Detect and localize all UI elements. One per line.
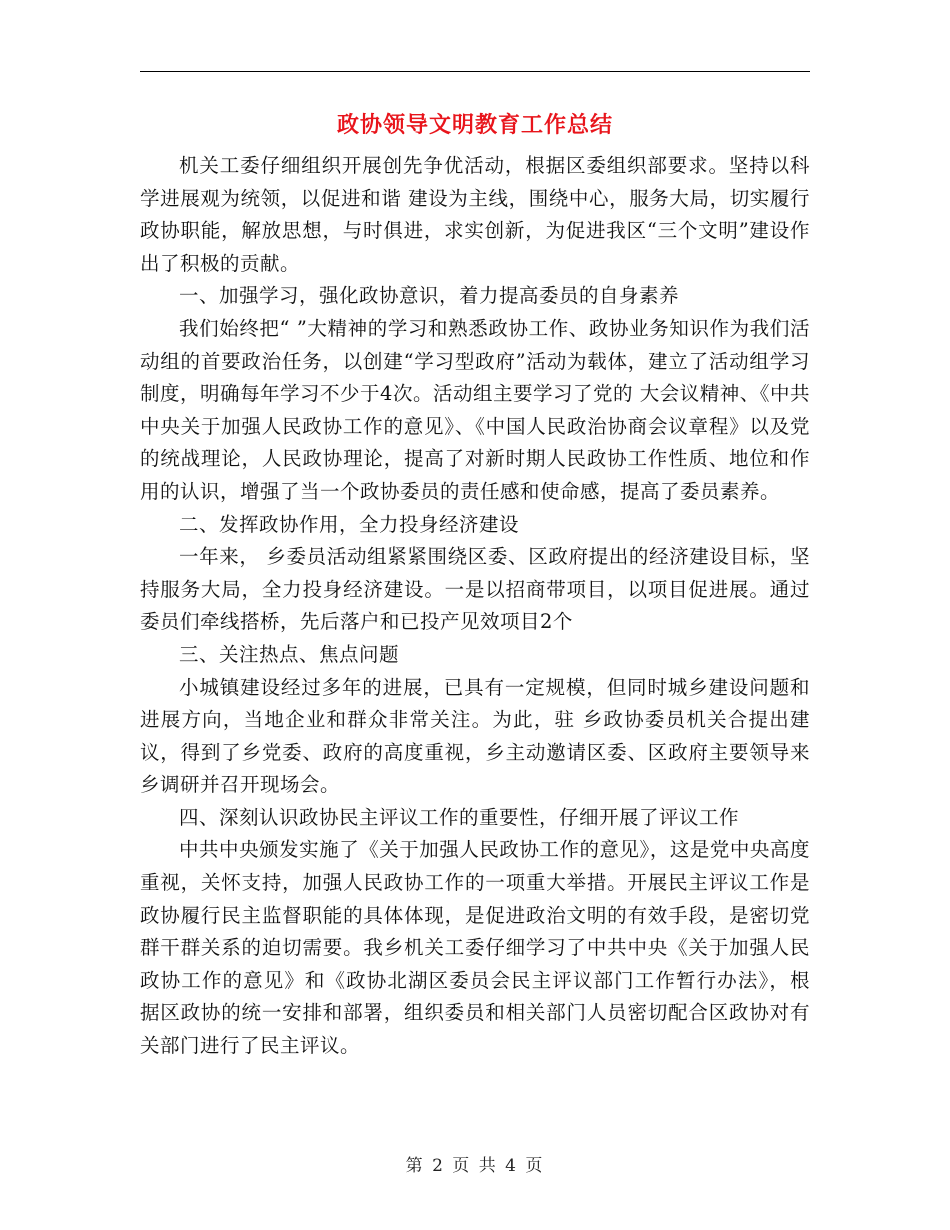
page-number-footer: 第 2 页 共 4 页 (405, 1156, 545, 1176)
section-4-paragraph: 中共中央颁发实施了《关于加强人民政协工作的意见》，这是党中央高度重视，关怀支持，加强人民政协工作的一项重大举措。开展民主评议工作是政协履行民主监督职能的具体体现，是促进政治文明的有效手段，是密切党群干群关系的迫切需要。我乡机关工委仔细学习了中共中央《关于加强人民政协工作的意见》和《政协北湖区委员会民主评议部门工作暂行办法》，根据区政协的统一安排和部署，组织委员和相关部门人员密切配合区政协对有关部门进行了民主评议。 (140, 838, 810, 1058)
header-rule (140, 71, 810, 72)
intro-paragraph: 机关工委仔细组织开展创先争优活动，根据区委组织部要求。坚持以科学进展观为统领，以促进和谐 建设为主线，围绕中心，服务大局，切实履行政协职能，解放思想，与时俱进，求实创新，为促进我区“三个文明”建设作出了积极的贡献。 (140, 154, 810, 275)
section-heading-4: 四、深刻认识政协民主评议工作的重要性，仔细开展了评议工作 (179, 805, 740, 829)
section-heading-3: 三、关注热点、焦点问题 (179, 642, 400, 666)
section-1-paragraph: 我们始终把“ ”大精神的学习和熟悉政协工作、政协业务知识作为我们活动组的首要政治任务，以创建“学习型政府”活动为载体，建立了活动组学习制度，明确每年学习不少于4次。活动组主要学习了党的 大会议精神、《中共中央关于加强人民政协工作的意见》、《中国人民政治协商会议章程》以及党的统战理论，人民政协理论，提高了对新时期人民政协工作性质、地位和作用的认识，增强了当一个政协委员的责任感和使命感，提高了委员素养。 (140, 316, 810, 503)
section-heading-2: 二、发挥政协作用，全力投身经济建设 (179, 512, 520, 536)
section-3-paragraph: 小城镇建设经过多年的进展，已具有一定规模，但同时城乡建设问题和进展方向，当地企业和群众非常关注。为此，驻 乡政协委员机关合提出建议，得到了乡党委、政府的高度重视，乡主动邀请区委、区政府主要领导来乡调研并召开现场会。 (140, 675, 810, 797)
section-2-paragraph: 一年来， 乡委员活动组紧紧围绕区委、区政府提出的经济建设目标，坚持服务大局，全力投身经济建设。一是以招商带项目，以项目促进展。通过委员们牵线搭桥，先后落户和已投产见效项目2个 (140, 545, 810, 634)
document-body (140, 150, 810, 1063)
document-title: 政协领导文明教育工作总结 (336, 112, 613, 138)
section-heading-1: 一、加强学习，强化政协意识，着力提高委员的自身素养 (179, 284, 680, 308)
